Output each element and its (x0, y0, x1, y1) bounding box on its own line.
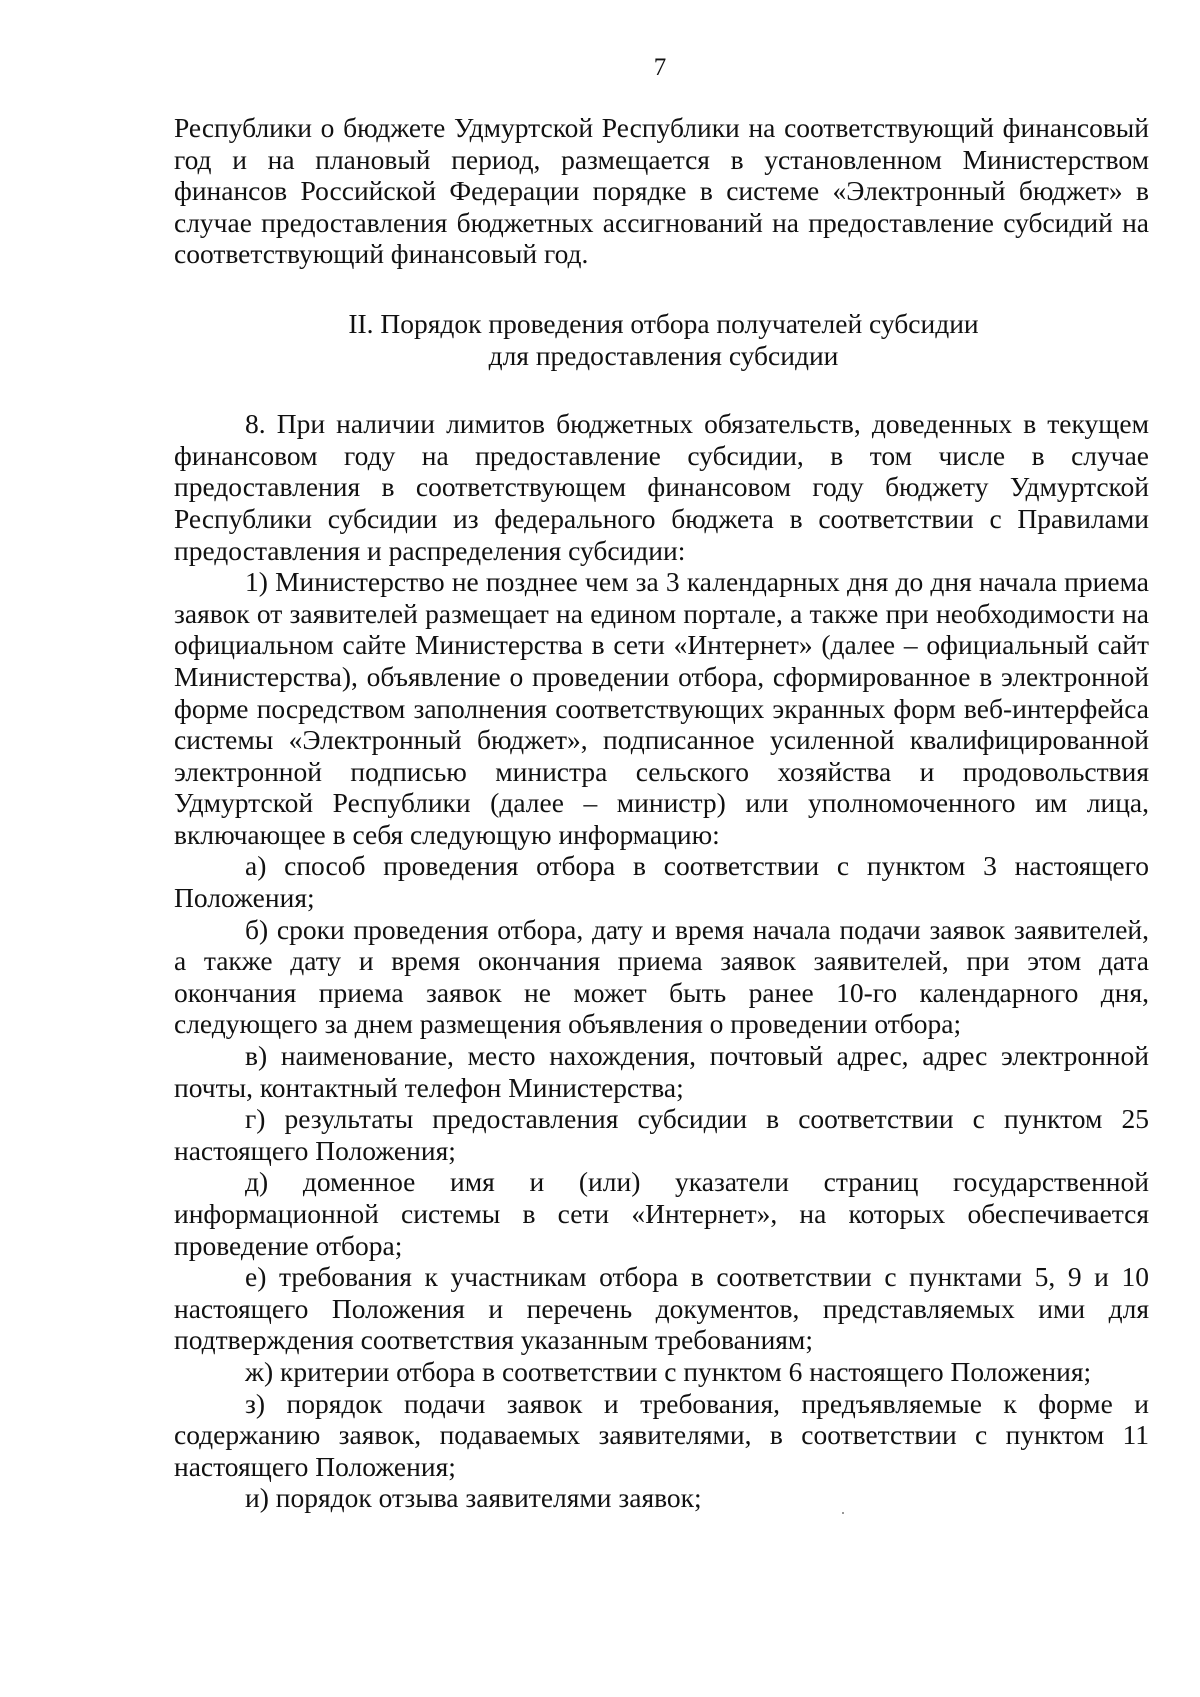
item-i: и) порядок отзыва заявителями заявок; (245, 1482, 702, 1514)
document-body (174, 112, 1149, 1514)
item-z: з) порядок подачи заявок и требования, предъявляемые к форме и содержанию заявок, подаваемых заявителями, в соответствии с пунктом 11 настоящего Положения; (174, 1387, 1149, 1482)
page-number: 7 (653, 54, 667, 81)
item-zh: ж) критерии отбора в соответствии с пунктом 6 настоящего Положения; (245, 1355, 1092, 1387)
intro-paragraph: Республики о бюджете Удмуртской Республики на соответствующий финансовый год и на плановый период, размещается в установленном Министерством финансов Российской Федерации порядке в системе «Электронный бюджет» в случае предоставления бюджетных ассигнований на предоставление субсидий на соответствующий финансовый год. (174, 112, 1149, 270)
item-v: в) наименование, место нахождения, почтовый адрес, адрес электронной почты, контактный телефон Министерства; (174, 1040, 1149, 1103)
item-a: а) способ проведения отбора в соответствии с пунктом 3 настоящего Положения; (174, 850, 1149, 914)
item-g: г) результаты предоставления субсидии в соответствии с пунктом 25 настоящего Положения; (174, 1103, 1149, 1166)
paragraph-8: 8. При наличии лимитов бюджетных обязательств, доведенных в текущем финансовом году на предоставление субсидии, в том числе в случае предоставления в соответствующем финансовом году бюджету Удмуртской Республики субсидии из федерального бюджета в соответствии с Правилами предоставления и распределения субсидии: (174, 408, 1149, 566)
scan-speck (842, 1512, 844, 1514)
subparagraph-1: 1) Министерство не позднее чем за 3 календарных дня до дня начала приема заявок от заявителей размещает на едином портале, а также при необходимости на официальном сайте Министерства в сети «Интернет» (далее – официальный сайт Министерства), объявление о проведении отбора, сформированное в электронной форме посредством заполнения соответствующих экранных форм веб-интерфейса системы «Электронный бюджет», подписанное усиленной квалифицированной электронной подписью министра сельского хозяйства и продовольствия Удмуртской Республики (далее – министр) или уполномоченного им лица, включающее в себя следующую информацию: (174, 566, 1149, 850)
section-heading-line-1: II. Порядок проведения отбора получателей субсидии (348, 307, 979, 339)
item-e: е) требования к участникам отбора в соответствии с пунктами 5, 9 и 10 настоящего Положения и перечень документов, представляемых ими для подтверждения соответствия указанным требованиям; (174, 1261, 1149, 1356)
section-heading-line-2: для предоставления субсидии (488, 339, 839, 371)
item-b: б) сроки проведения отбора, дату и время начала подачи заявок заявителей, а также дату и время окончания приема заявок заявителей, при этом дата окончания приема заявок не может быть ранее 10-го календарного дня, следующего за днем размещения объявления о проведении отбора; (174, 913, 1149, 1040)
item-d: д) доменное имя и (или) указатели страниц государственной информационной системы в сети «Интернет», на которых обеспечивается проведение отбора; (174, 1166, 1149, 1261)
section-heading (174, 308, 1149, 371)
